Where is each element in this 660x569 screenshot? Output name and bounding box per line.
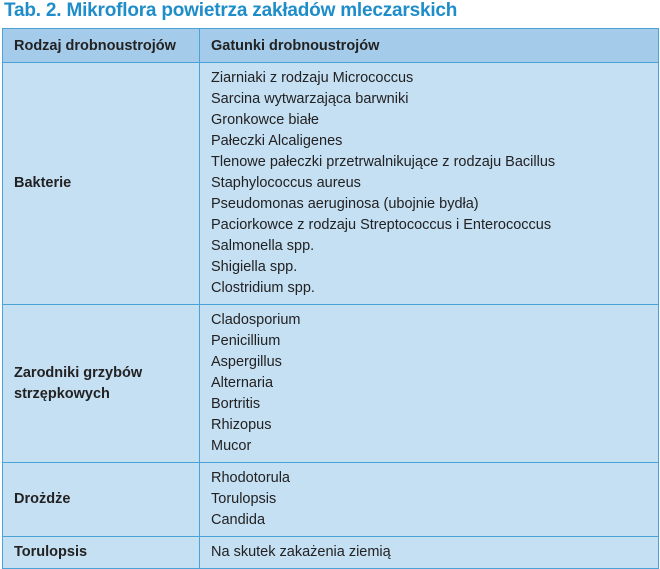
- species-cell: [200, 63, 659, 305]
- species-item: Aspergillus: [211, 354, 282, 370]
- kind-cell: Bakterie: [3, 63, 200, 305]
- species-cell: [200, 463, 659, 537]
- species-item: Rhodotorula: [211, 470, 290, 486]
- species-item: Ziarniaki z rodzaju Micrococcus: [211, 70, 414, 86]
- table-row: [3, 537, 659, 569]
- species-item: Bortritis: [211, 396, 261, 412]
- table-title: Tab. 2. Mikroflora powietrza zakładów mleczarskich: [4, 0, 458, 21]
- table-row: [3, 305, 659, 463]
- table-header-row: [3, 29, 659, 63]
- kind-line: strzępkowych: [14, 385, 110, 402]
- species-item: Salmonella spp.: [211, 238, 315, 254]
- species-item: Rhizopus: [211, 417, 272, 433]
- species-item: Clostridium spp.: [211, 280, 315, 296]
- species-cell: [200, 305, 659, 463]
- species-item: Penicillium: [211, 333, 281, 349]
- species-item: Staphylococcus aureus: [211, 175, 361, 191]
- kind-cell: [3, 305, 200, 463]
- kind-cell: Drożdże: [3, 463, 200, 537]
- species-item: Tlenowe pałeczki przetrwalnikujące z rodzaju Bacillus: [211, 154, 556, 170]
- species-item: Pałeczki Alcaligenes: [211, 133, 343, 149]
- kind-line: Zarodniki grzybów: [14, 364, 143, 381]
- species-item: Shigiella spp.: [211, 259, 298, 275]
- species-cell: [200, 537, 659, 569]
- species-item: Sarcina wytwarzająca barwniki: [211, 91, 409, 107]
- header-kind: Rodzaj drobnoustrojów: [3, 29, 200, 63]
- species-item: Alternaria: [211, 375, 274, 391]
- species-item: Gronkowce białe: [211, 112, 319, 128]
- header-species: Gatunki drobnoustrojów: [200, 29, 659, 63]
- species-item: Mucor: [211, 438, 252, 454]
- species-item: Cladosporium: [211, 312, 301, 328]
- species-item: Pseudomonas aeruginosa (ubojnie bydła): [211, 196, 479, 212]
- table-row: [3, 463, 659, 537]
- kind-cell: Torulopsis: [3, 537, 200, 569]
- microflora-table: [2, 28, 659, 569]
- table-row: [3, 63, 659, 305]
- species-item: Torulopsis: [211, 491, 277, 507]
- species-item: Na skutek zakażenia ziemią: [211, 544, 391, 560]
- species-item: Candida: [211, 512, 266, 528]
- species-item: Paciorkowce z rodzaju Streptococcus i Enterococcus: [211, 217, 552, 233]
